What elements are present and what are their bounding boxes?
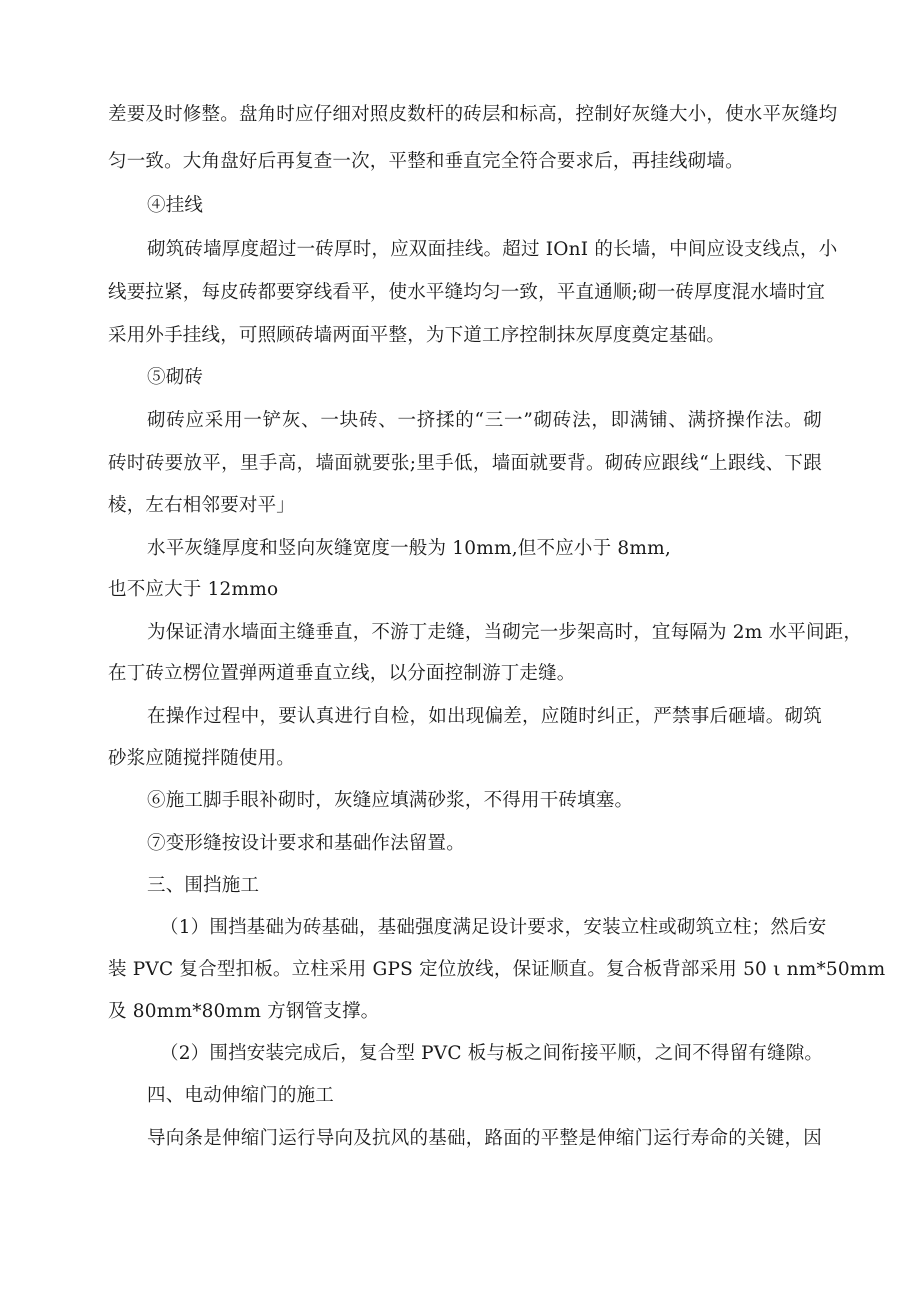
paragraph-line: 在操作过程中，要认真进行自检，如出现偏差，应随时纠正，严禁事后砸墙。砌筑 (147, 706, 822, 727)
paragraph-line: （2）围挡安装完成后，复合型 PVC 板与板之间衔接平顺，之间不得留有缝隙。 (160, 1043, 824, 1064)
paragraph-line: 采用外手挂线，可照顾砖墙两面平整，为下道工序控制抹灰厚度奠定基础。 (108, 325, 726, 346)
subheading-qizhuan: ⑤砌砖 (147, 367, 204, 388)
paragraph-line: 导向条是伸缩门运行导向及抗风的基础，路面的平整是伸缩门运行寿命的关键，因 (147, 1128, 822, 1149)
paragraph-line: 装 PVC 复合型扣板。立柱采用 GPS 定位放线，保证顺直。复合板背部采用 50 ι nm*50mm (108, 959, 886, 980)
section-heading-weidang: 三、围挡施工 (147, 875, 260, 896)
paragraph-line: 水平灰缝厚度和竖向灰缝宽度一般为 10mm,但不应小于 8mm, (147, 538, 671, 559)
paragraph-line: 差要及时修整。盘角时应仔细对照皮数杆的砖层和标高，控制好灰缝大小，使水平灰缝均 (108, 104, 838, 125)
paragraph-line: 匀一致。大角盘好后再复查一次，平整和垂直完全符合要求后，再挂线砌墙。 (108, 151, 744, 172)
paragraph-line: 为保证清水墙面主缝垂直，不游丁走缝，当砌完一步架高时，宜每隔为 2m 水平间距， (147, 622, 863, 643)
paragraph-line: 砖时砖要放平，里手高，墙面就要张;里手低，墙面就要背。砌砖应跟线“上跟线、下跟 (108, 453, 822, 474)
paragraph-line: ⑥施工脚手眼补砌时，灰缝应填满砂浆，不得用干砖填塞。 (147, 790, 634, 811)
paragraph-line: 线要拉紧，每皮砖都要穿线看平，使水平缝均匀一致，平直通顺;砌一砖厚度混水墙时宜 (108, 282, 826, 303)
subheading-guaxian: ④挂线 (147, 195, 204, 216)
paragraph-line: ⑦变形缝按设计要求和基础作法留置。 (147, 833, 465, 854)
paragraph-line: 也不应大于 12mmo (108, 579, 279, 600)
section-heading-shensuomen: 四、电动伸缩门的施工 (147, 1085, 335, 1106)
paragraph-line: 及 80mm*80mm 方钢管支撑。 (108, 1001, 380, 1022)
paragraph-line: 砌砖应采用一铲灰、一块砖、一挤揉的“三一”砌砖法，即满铺、满挤操作法。砌 (147, 410, 822, 431)
paragraph-line: 棱，左右相邻要对平｣ (108, 495, 286, 516)
paragraph-line: （1）围挡基础为砖基础，基础强度满足设计要求，安装立柱或砌筑立柱；然后安 (160, 917, 827, 938)
paragraph-line: 在丁砖立楞位置弹两道垂直立线，以分面控制游丁走缝。 (108, 663, 576, 684)
paragraph-line: 砂浆应随搅拌随使用。 (108, 748, 296, 769)
paragraph-line: 砌筑砖墙厚度超过一砖厚时，应双面挂线。超过 IOnI 的长墙，中间应设支线点，小 (147, 239, 838, 260)
